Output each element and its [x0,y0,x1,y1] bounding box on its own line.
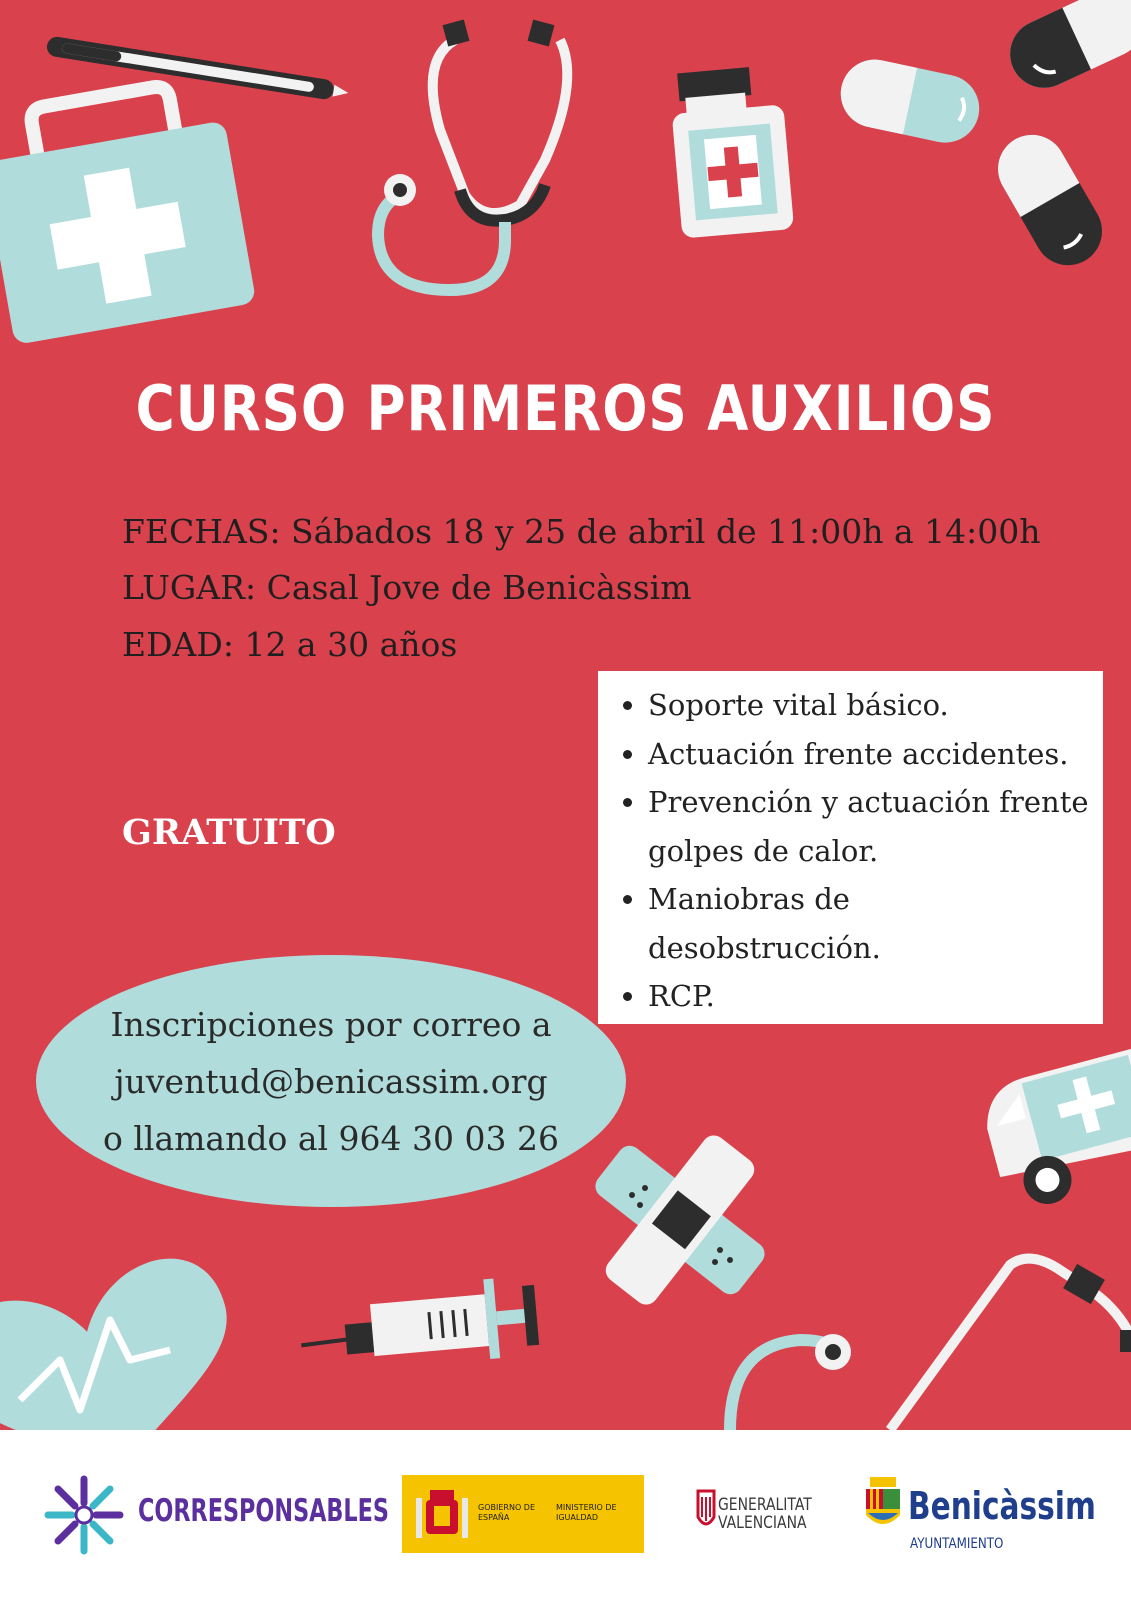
list-item: • Prevención y actuación frente golpes de calor. [648,778,1091,875]
contact-email[interactable]: juventud@benicassim.org [114,1061,548,1101]
heart-pulse-icon [0,1246,259,1430]
stethoscope-icon [730,1259,1131,1430]
age-text: EDAD: 12 a 30 años [122,625,458,664]
topics-box [598,671,1103,1024]
ambulance-icon [977,1049,1131,1215]
bandage-icon [591,1131,770,1310]
list-item: • Soporte vital básico. [648,681,1091,730]
first-aid-kit-icon [0,76,256,345]
benicassim-logo-text: Benicàssim [908,1484,1096,1528]
generalitat-emblem-icon [694,1487,718,1535]
list-item: • Actuación frente accidentes. [648,730,1091,779]
list-item: • Maniobras de desobstrucción. [648,875,1091,972]
contact-phone[interactable]: o llamando al 964 30 03 26 [103,1118,559,1158]
capsule-icon [834,0,1131,278]
contact-line: Inscripciones por correo a [110,1004,552,1044]
gobierno-text: GOBIERNO DE ESPAÑA [478,1503,535,1522]
contact-ellipse [36,955,626,1207]
coat-of-arms-icon [412,1482,472,1546]
syringe-icon [297,1275,540,1375]
list-item: • RCP. [648,972,1091,1021]
corresponsables-logo-icon [44,1475,124,1555]
stethoscope-icon [378,20,567,290]
corresponsables-logo-text: CORRESPONSABLES [138,1493,389,1529]
place-text: LUGAR: Casal Jove de Benicàssim [122,568,692,607]
course-title: CURSO PRIMEROS AUXILIOS [135,372,996,445]
generalitat-text: GENERALITAT VALENCIANA [718,1495,812,1533]
price-text: GRATUITO [122,812,336,853]
dates-text: FECHAS: Sábados 18 y 25 de abril de 11:00h a 14:00h [122,512,1041,551]
ayuntamiento-text: AYUNTAMIENTO [910,1536,1004,1552]
ministerio-text: MINISTERIO DE IGUALDAD [556,1503,617,1522]
benicassim-shield-icon [864,1477,902,1532]
topics-list [618,681,1091,1021]
medicine-bottle-icon [668,64,794,238]
